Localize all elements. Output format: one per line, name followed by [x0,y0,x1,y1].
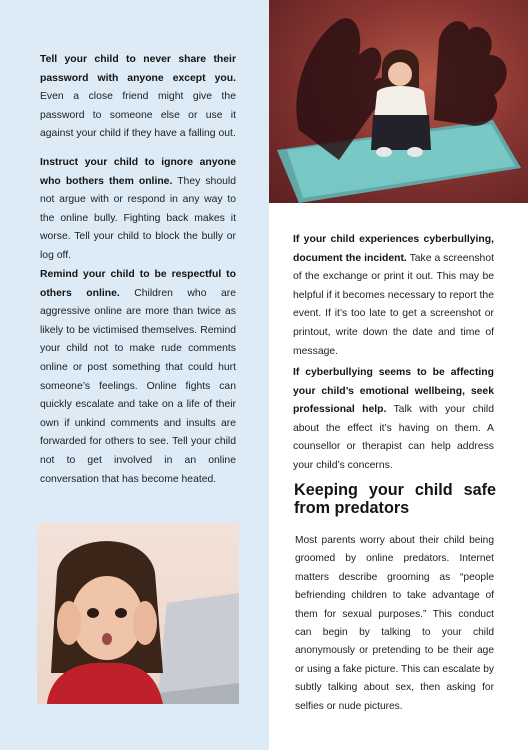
tip-ignore-body: They should not argue with or respond in any way to the online bully. Fighting back makes it worse. Tell your child to block the bully or log off. [40,175,236,261]
tip-document-body: Take a screenshot of the exchange or print it out. This may be helpful if it becomes necessary to report the event. If it’s too late to get a screenshot or printout, write down the date and time of message. [293,252,494,357]
tip-ignore-heading: Instruct your child to ignore anyone who bothers them online. [40,157,236,187]
tip-respectful-heading: Remind your child to be respectful to others online. [40,269,236,299]
tip-respectful [40,266,236,489]
tip-password-body: Even a close friend might give the password to someone else or use it against your child if they have a falling out. [40,91,236,140]
section-body: Most parents worry about their child being groomed by online predators. Internet matters describe grooming as “people befriending children to take advantage of them for sexual purposes.” This conduct can begin by talking to your child anonymously or pretending to be their age or using a fake picture. This can escalate by subtly talking about sex, then asking for selfies or nude pictures. [295,535,494,712]
photo-illustration [37,523,239,704]
photo-illustration [269,0,528,203]
tip-professional-help-body: Talk with your child about the effect it’s having on them. A counsellor or therapist can help address your child’s concerns. [293,404,494,471]
tip-professional-help-heading: If cyberbullying seems to be affecting your child’s emotional wellbeing, seek professional help. [293,367,494,416]
tip-document-heading: If your child experiences cyberbullying, document the incident. [293,234,494,264]
tip-ignore [40,154,236,266]
tip-password [40,51,236,144]
tip-document [293,231,494,361]
shocked-child-at-laptop-photo [37,523,239,704]
girl-with-shadow-hands-photo [269,0,528,203]
section-title: Keeping your child safe from predators [294,481,496,517]
tip-professional-help [293,364,494,476]
tip-respectful-body: Children who are aggressive online are more than twice as likely to be victimised themselves. Remind your child not to make rude comments online or post something that could hurt someone’s feelings. Online fights can quickly escalate and take on a life of their own if unkind comments and insults are forwarded for others to see. Tell your child not to get involved in an online conversation that has become heated. [40,287,236,485]
tip-password-heading: Tell your child to never share their password with anyone except you. [40,54,236,84]
